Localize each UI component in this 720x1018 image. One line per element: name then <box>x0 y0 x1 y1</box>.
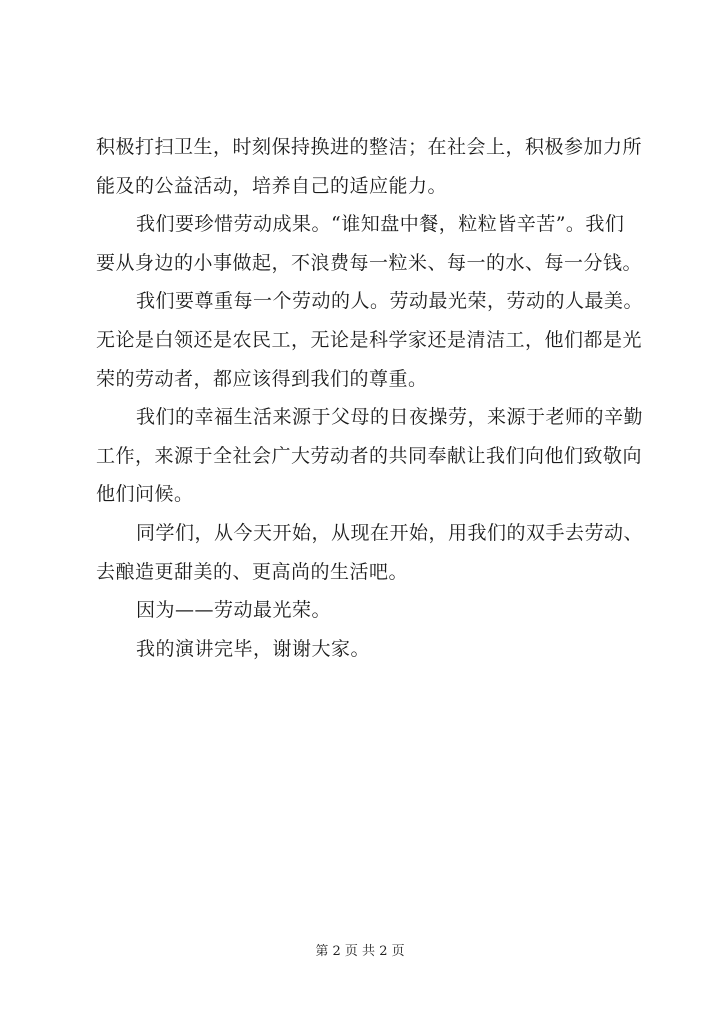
paragraph-start-line: 我们的幸福生活来源于父母的日夜操劳，来源于老师的辛勤 <box>136 406 644 429</box>
paragraph-start-line: 我们要珍惜劳动成果。“谁知盘中餐，粒粒皆辛苦”。我们 <box>136 213 625 236</box>
text-line: 工作，来源于全社会广大劳动者的共同奉献让我们向他们致敬向 <box>96 444 643 467</box>
text-line: 要从身边的小事做起，不浪费每一粒米、每一的水、每一分钱。 <box>96 251 643 274</box>
paragraph-start-line: 同学们，从今天开始，从现在开始，用我们的双手去劳动、 <box>136 521 644 544</box>
text-line: 荣的劳动者，都应该得到我们的尊重。 <box>96 367 428 390</box>
text-line: 能及的公益活动，培养自己的适应能力。 <box>96 174 448 197</box>
text-line: 积极打扫卫生，时刻保持换进的整洁；在社会上，积极参加力所 <box>96 136 643 158</box>
text-line: 去酿造更甜美的、更高尚的生活吧。 <box>96 560 409 583</box>
paragraph-start-line: 我们要尊重每一个劳动的人。劳动最光荣，劳动的人最美。 <box>136 290 644 313</box>
paragraph-start-line: 因为——劳动最光荣。 <box>136 599 332 622</box>
document-body <box>96 128 656 668</box>
text-line: 无论是白领还是农民工，无论是科学家还是清洁工，他们都是光 <box>96 328 643 351</box>
text-line: 他们问候。 <box>96 483 194 506</box>
page-number: 第 2 页 共 2 页 <box>315 944 405 959</box>
paragraph-start-line: 我的演讲完毕，谢谢大家。 <box>136 637 371 660</box>
